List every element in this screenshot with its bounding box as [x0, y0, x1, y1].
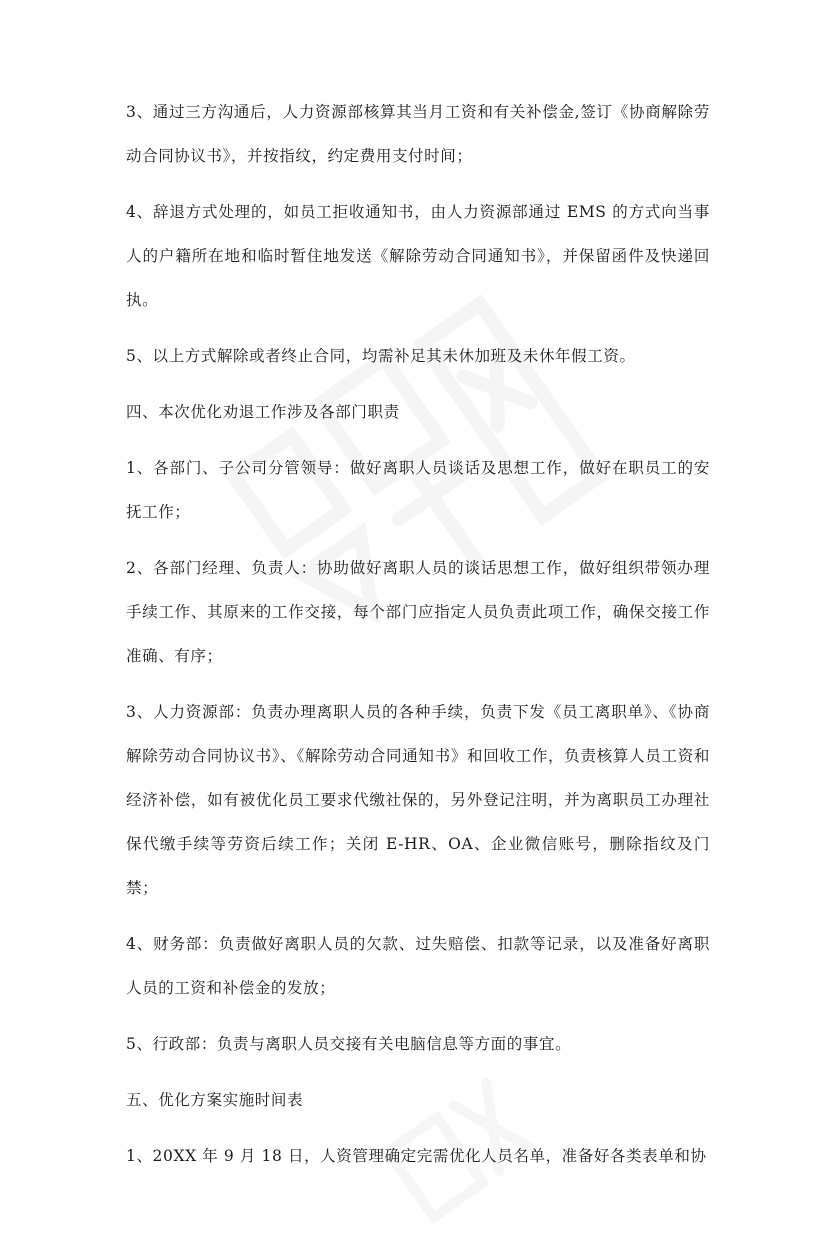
- document-body: [126, 90, 710, 1190]
- paragraph-item: 1、20XX 年 9 月 18 日，人资管理确定完需优化人员名单，准备好各类表单和协: [126, 1147, 707, 1165]
- paragraph-item: 5、以上方式解除或者终止合同，均需补足其未休加班及未休年假工资。: [126, 347, 636, 365]
- paragraph-item: 2、各部门经理、负责人：协助做好离职人员的谈话思想工作，做好组织带领办理手续工作、其原来的工作交接，每个部门应指定人员负责此项工作，确保交接工作准确、有序；: [126, 559, 710, 665]
- section-heading: 四、本次优化劝退工作涉及各部门职责: [126, 403, 400, 421]
- paragraph-item: 3、通过三方沟通后，人力资源部核算其当月工资和有关补偿金,签订《协商解除劳动合同协议书》，并按指纹，约定费用支付时间；: [126, 103, 710, 165]
- section-heading: 五、优化方案实施时间表: [126, 1091, 304, 1109]
- paragraph-item: 1、各部门、子公司分管领导：做好离职人员谈话及思想工作，做好在职员工的安抚工作；: [126, 459, 710, 521]
- paragraph-item: 3、人力资源部：负责办理离职人员的各种手续，负责下发《员工离职单》、《协商解除劳动合同协议书》、《解除劳动合同通知书》和回收工作，负责核算人员工资和经济补偿，如有被优化员工要求代缴社保的，另外登记注明，并为离职员工办理社保代缴手续等劳资后续工作；关闭 E-HR、OA、企业微信账号，删除指纹及门禁；: [126, 703, 710, 897]
- paragraph-item: 4、财务部：负责做好离职人员的欠款、过失赔偿、扣款等记录，以及准备好离职人员的工资和补偿金的发放；: [126, 935, 710, 997]
- paragraph-item: 5、行政部：负责与离职人员交接有关电脑信息等方面的事宜。: [126, 1035, 572, 1053]
- paragraph-item: 4、辞退方式处理的，如员工拒收通知书，由人力资源部通过 EMS 的方式向当事人的户籍所在地和临时暂住地发送《解除劳动合同通知书》，并保留函件及快递回执。: [126, 203, 710, 309]
